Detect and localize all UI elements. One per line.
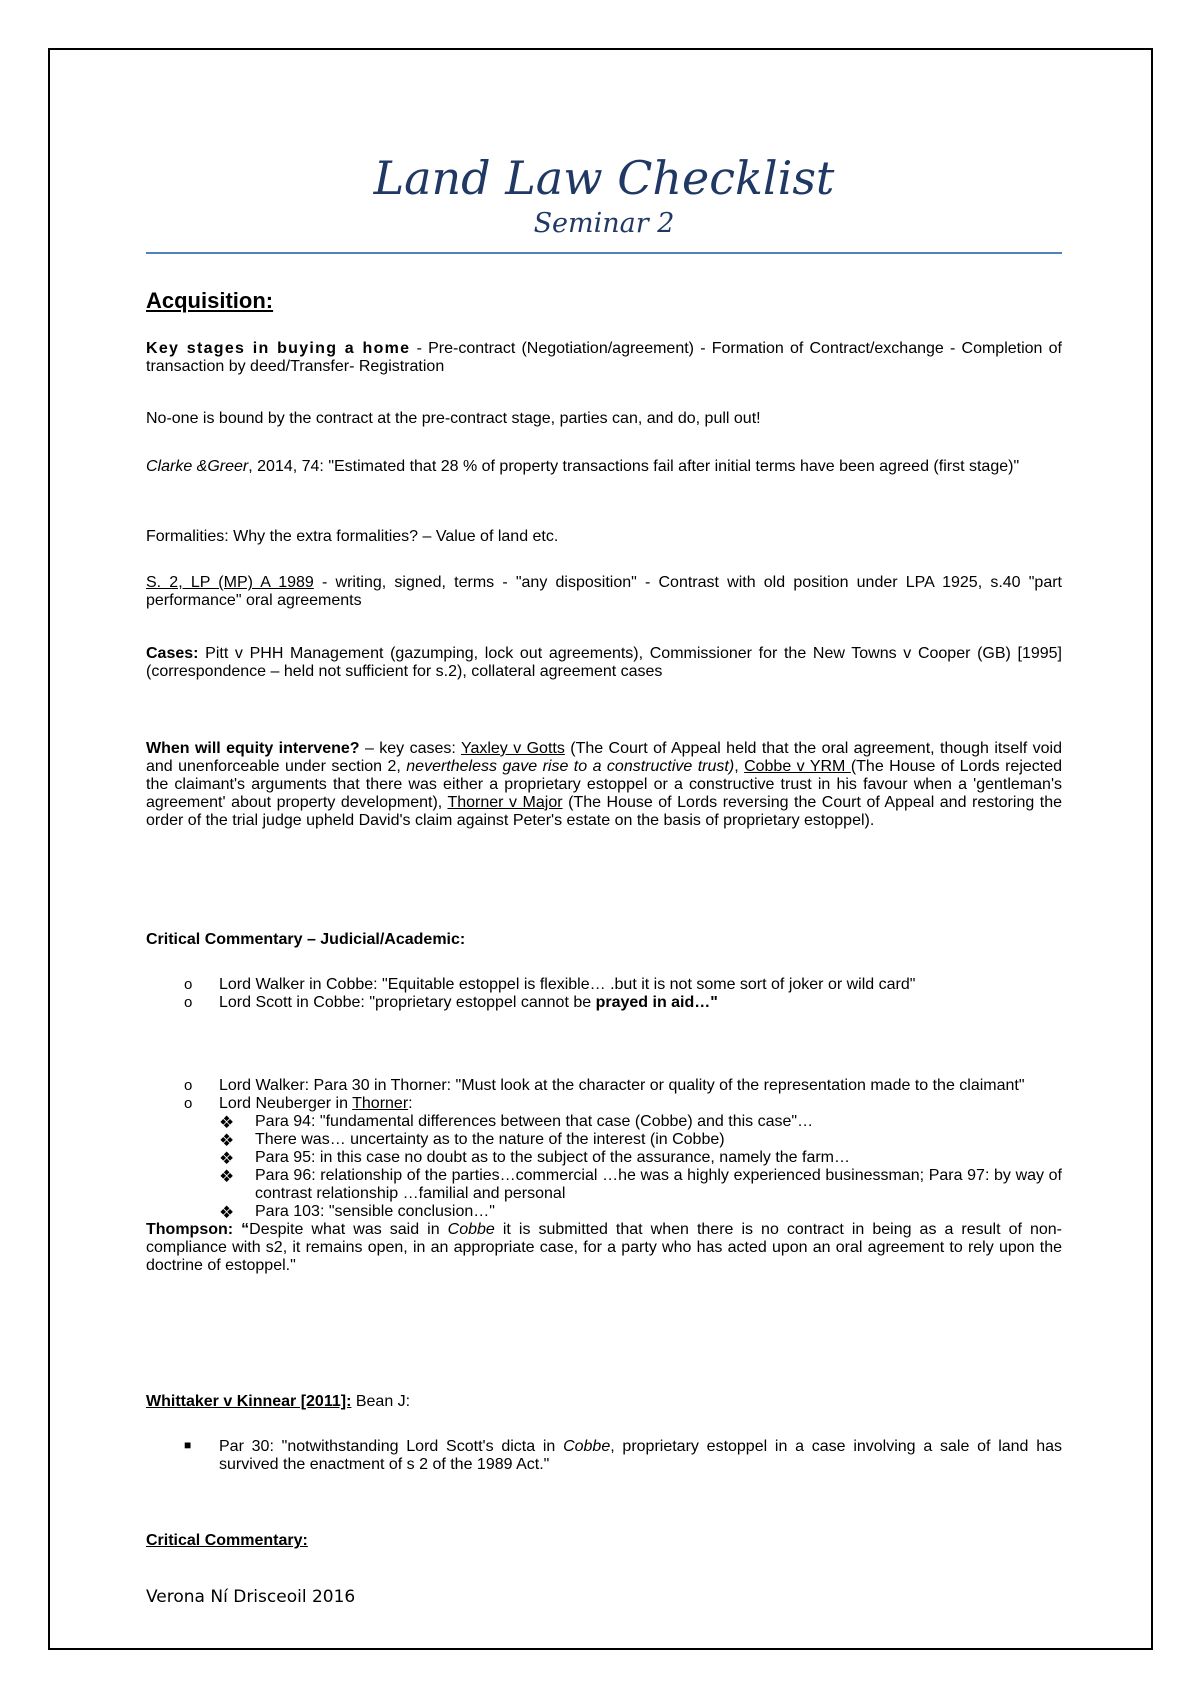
cases-text: Pitt v PHH Management (gazumping, lock out agreements), Commissioner for the New Towns v Cooper (GB) [1995] (correspondence – held not sufficient for s.2), collateral agreement cases xyxy=(146,645,1062,680)
diamond-bullet-icon: ❖ xyxy=(219,1203,235,1222)
sub-list-item xyxy=(146,1113,1062,1131)
item-text: Lord Walker: Para 30 in Thorner: "Must look at the character or quality of the representation made to the claimant" xyxy=(219,1077,1025,1094)
cases-label: Cases: xyxy=(146,645,199,662)
page-title: Land Law Checklist xyxy=(373,151,835,205)
item-text-2: , proprietary estoppel in a case involving a sale of land has survived the enactment of s 2 of the 1989 Act." xyxy=(219,1438,1062,1473)
thompson-paragraph xyxy=(146,1221,1062,1275)
key-stages-text: - Pre-contract (Negotiation/agreement) - Formation of Contract/exchange - Completion of transaction by deed/Transfer- Registration xyxy=(146,340,1063,375)
cases-paragraph xyxy=(146,645,1062,681)
page-subtitle: Seminar 2 xyxy=(533,208,675,239)
thompson-italic: Cobbe xyxy=(447,1221,495,1238)
sub-list-item xyxy=(146,1167,1062,1203)
sub-list-item xyxy=(146,1203,1062,1221)
sub-item-text: Para 95: in this case no doubt as to the subject of the assurance, namely the farm… xyxy=(255,1149,850,1166)
critical-list xyxy=(146,976,1062,1012)
sub-item-text: Para 94: "fundamental differences between that case (Cobbe) and this case"… xyxy=(255,1113,814,1130)
equity-text-4: (The House of Lords rejected the claimant's arguments that there was either a proprietary estoppel or a constructive trust in his favour when a 'gentleman's agreement' about property development), xyxy=(146,758,1063,811)
list-item xyxy=(146,1077,1062,1095)
case-cobbe: Cobbe v YRM xyxy=(744,758,851,775)
bullet-circle-icon: o xyxy=(184,1095,193,1112)
sub-list-item xyxy=(146,1131,1062,1149)
equity-text-5: (The House of Lords reversing the Court of Appeal and restoring the order of the trial judge upheld David's claim against Peter's estate on the basis of proprietary estoppel). xyxy=(146,794,1062,829)
diamond-bullet-icon: ❖ xyxy=(219,1113,235,1132)
clarke-paragraph xyxy=(146,458,1062,476)
whittaker-heading: Whittaker v Kinnear [2011]: xyxy=(146,1393,352,1410)
whittaker-judge: Bean J: xyxy=(351,1393,411,1410)
thompson-text-1: Despite what was said in xyxy=(249,1221,448,1238)
diamond-bullet-icon: ❖ xyxy=(219,1167,235,1186)
clarke-text: , 2014, 74: "Estimated that 28 % of property transactions fail after initial terms have been agreed (first stage)" xyxy=(248,458,1020,475)
diamond-bullet-icon: ❖ xyxy=(219,1131,235,1150)
key-stages-paragraph xyxy=(146,340,1062,376)
equity-italic: nevertheless gave rise to a constructive trust) xyxy=(406,758,735,775)
item-text: Lord Walker in Cobbe: "Equitable estoppel is flexible… .but it is not some sort of joker or wild card" xyxy=(219,976,916,993)
equity-text-1: – key cases: xyxy=(359,740,461,757)
whittaker-list xyxy=(146,1438,1062,1474)
critical-list-2 xyxy=(146,1077,1062,1275)
list-item xyxy=(146,1095,1062,1113)
whittaker-paragraph xyxy=(146,1393,1062,1411)
square-bullet-icon: ■ xyxy=(184,1438,192,1452)
item-italic: Cobbe xyxy=(563,1438,611,1455)
clarke-author: Clarke &Greer xyxy=(146,458,249,475)
sub-item-text: There was… uncertainty as to the nature of the interest (in Cobbe) xyxy=(255,1131,725,1148)
equity-text-2: (The Court of Appeal held that the oral agreement, though itself void and unenforceable under section 2, xyxy=(146,740,1062,775)
item-text: Lord Neuberger in xyxy=(219,1095,353,1112)
no-one-paragraph: No-one is bound by the contract at the pre-contract stage, parties can, and do, pull out! xyxy=(146,410,761,427)
s2-paragraph xyxy=(146,574,1062,610)
item-text: Par 30: "notwithstanding Lord Scott's dicta in xyxy=(219,1438,564,1455)
item-bold: prayed in aid…" xyxy=(595,994,718,1011)
item-text: Lord Scott in Cobbe: "proprietary estoppel cannot be xyxy=(219,994,596,1011)
list-item xyxy=(146,976,1062,994)
sub-item-text: Para 96: relationship of the parties…commercial …he was a highly experienced businessman; Para 97: by way of contrast relationship …familial and personal xyxy=(255,1167,1062,1202)
title-divider xyxy=(146,252,1062,254)
s2-statute-link: S. 2, LP (MP) A 1989 xyxy=(146,574,314,591)
equity-label: When will equity intervene? xyxy=(146,740,360,757)
thompson-text-2: it is submitted that when there is no contract in being as a result of non-compliance with s2, it remains open, in an appropriate case, for a party who has acted upon an oral agreement to rely upon the doctrine of estoppel." xyxy=(146,1221,1063,1274)
footer-author: Verona Ní Drisceoil 2016 xyxy=(146,1587,356,1607)
key-stages-label: Key stages in buying a home xyxy=(146,340,411,357)
bullet-circle-icon: o xyxy=(184,976,193,993)
acquisition-heading: Acquisition: xyxy=(146,288,274,313)
formalities-paragraph: Formalities: Why the extra formalities? – Value of land etc. xyxy=(146,528,559,545)
item-end: : xyxy=(408,1095,413,1112)
diamond-bullet-icon: ❖ xyxy=(219,1149,235,1168)
case-yaxley: Yaxley v Gotts xyxy=(460,740,565,757)
equity-text-3: , xyxy=(734,758,745,775)
closing-heading: Critical Commentary: xyxy=(146,1532,308,1549)
case-thorner: Thorner v Major xyxy=(447,794,563,811)
bullet-circle-icon: o xyxy=(184,994,193,1011)
equity-paragraph xyxy=(146,740,1062,830)
s2-text: - writing, signed, terms - "any disposition" - Contrast with old position under LPA 1925, s.40 "part performance" oral agreements xyxy=(146,574,1063,609)
list-item xyxy=(146,1438,1062,1474)
thompson-label: Thompson: “ xyxy=(146,1221,250,1238)
list-item xyxy=(146,994,1062,1012)
sub-list-item xyxy=(146,1149,1062,1167)
critical-commentary-heading: Critical Commentary – Judicial/Academic: xyxy=(146,931,466,948)
sub-item-text: Para 103: "sensible conclusion…" xyxy=(255,1203,495,1220)
case-thorner-ref: Thorner xyxy=(352,1095,409,1112)
bullet-circle-icon: o xyxy=(184,1077,193,1094)
